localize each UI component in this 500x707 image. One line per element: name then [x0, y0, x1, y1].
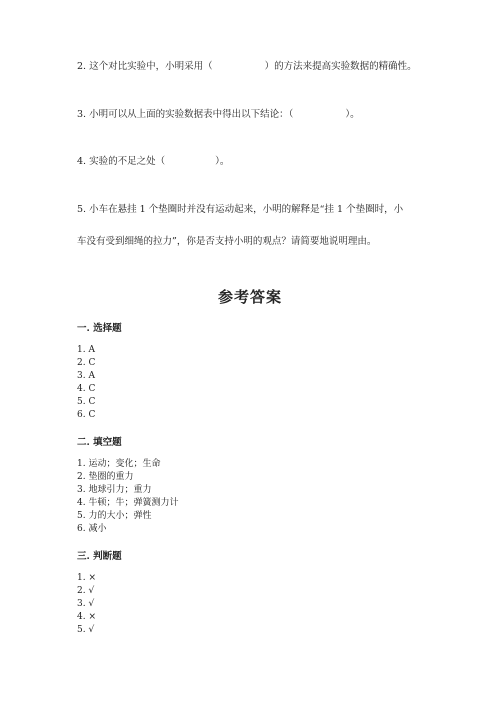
list-item: 6. C — [77, 410, 96, 420]
section-heading-fill: 二. 填空题 — [77, 437, 122, 448]
question-text: ）。 — [345, 109, 360, 120]
list-item: 6. 减小 — [77, 524, 107, 534]
list-item: 2. 垫圈的重力 — [77, 472, 134, 482]
list-item: 3. √ — [77, 599, 95, 609]
answer-list-fill — [77, 458, 178, 536]
list-item: 4. × — [77, 612, 96, 622]
answer-key-title: 参考答案 — [217, 288, 282, 306]
list-item: 3. 地球引力；重力 — [77, 485, 152, 495]
list-item: 2. √ — [77, 586, 95, 596]
list-item: 1. A — [77, 345, 95, 355]
question-4 — [77, 155, 229, 169]
list-item: 5. C — [77, 397, 96, 407]
question-text: 3. 小明可以从上面的实验数据表中得出以下结论：（ — [77, 109, 294, 120]
list-item: 1. × — [77, 573, 96, 583]
question-text: ）。 — [215, 156, 230, 167]
section-heading-choice: 一. 选择题 — [77, 323, 122, 334]
list-item: 1. 运动；变化；生命 — [77, 459, 161, 469]
question-text: 2. 这个对比实验中，小明采用（ — [77, 61, 213, 72]
section-heading-judge: 三. 判断题 — [77, 551, 122, 562]
list-item: 5. 力的大小；弹性 — [77, 511, 152, 521]
question-text: 4. 实验的不足之处（ — [77, 156, 166, 167]
question-2 — [77, 60, 417, 74]
list-item: 5. √ — [77, 625, 95, 635]
question-5-line-1: 5. 小车在悬挂 1 个垫圈时并没有运动起来，小明的解释是“挂 1 个垫圈时，小 — [77, 204, 404, 215]
question-5-line-2: 车没有受到细绳的拉力”，你是否支持小明的观点？请简要地说明理由。 — [77, 236, 377, 247]
question-3 — [77, 108, 360, 122]
question-text: ）的方法来提高实验数据的精确性。 — [264, 61, 417, 72]
list-item: 4. 牛顿；牛；弹簧测力计 — [77, 498, 179, 508]
list-item: 2. C — [77, 358, 96, 368]
answer-list-choice — [77, 344, 95, 422]
list-item: 4. C — [77, 384, 96, 394]
answer-list-judge — [77, 572, 96, 637]
list-item: 3. A — [77, 371, 95, 381]
